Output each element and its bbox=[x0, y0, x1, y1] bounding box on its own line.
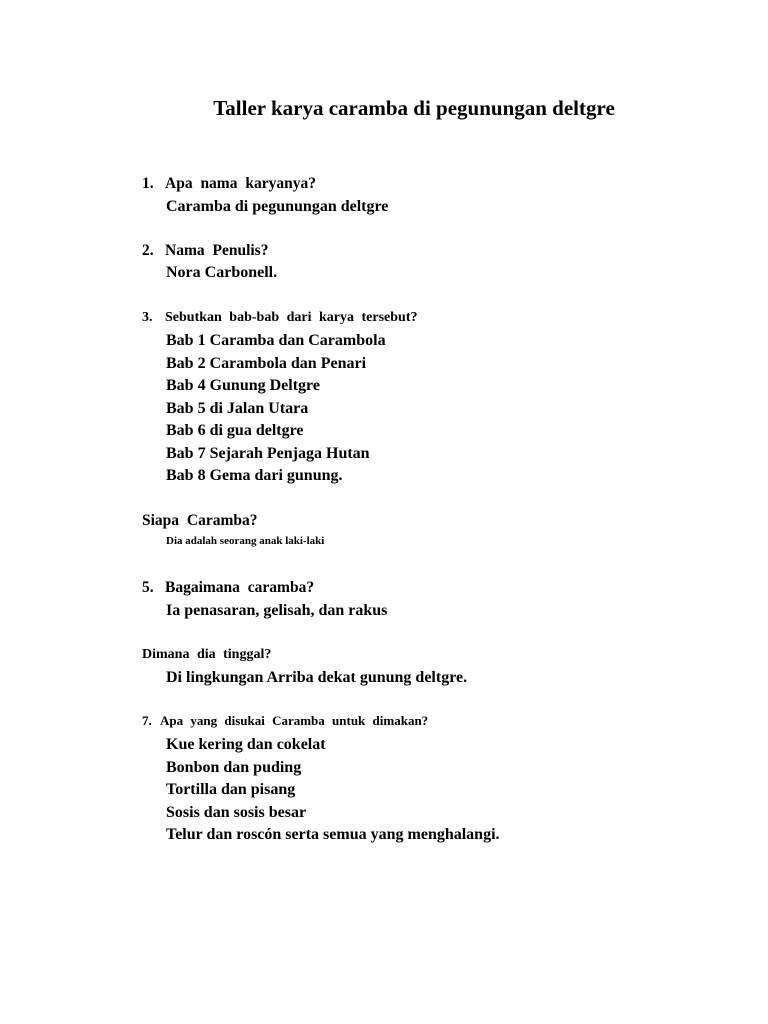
answer-7-item: Tortilla dan pisang bbox=[166, 781, 296, 798]
answer-7-item: Bonbon dan puding bbox=[166, 759, 302, 776]
answer-3-item: Bab 1 Caramba dan Carambola bbox=[166, 332, 386, 349]
answer-7-item: Kue kering dan cokelat bbox=[166, 736, 326, 753]
answer-2: Nora Carbonell. bbox=[166, 264, 278, 281]
answer-3-item: Bab 5 di Jalan Utara bbox=[166, 400, 309, 417]
question-2 bbox=[142, 242, 268, 260]
question-3 bbox=[142, 310, 418, 326]
answer-3-item: Bab 2 Carambola dan Penari bbox=[166, 355, 367, 372]
question-text: Nama Penulis? bbox=[165, 242, 269, 259]
answer-7-item: Sosis dan sosis besar bbox=[166, 804, 307, 821]
document-title: Taller karya caramba di pegunungan deltgre bbox=[213, 96, 615, 120]
question-7 bbox=[142, 713, 428, 729]
answer-1: Caramba di pegunungan deltgre bbox=[166, 198, 389, 215]
question-number: 5. bbox=[142, 579, 154, 596]
question-dimana: Dimana dia tinggal? bbox=[142, 647, 272, 662]
answer-3-item: Bab 6 di gua deltgre bbox=[166, 422, 304, 439]
answer-dimana: Di lingkungan Arriba dekat gunung deltgre. bbox=[166, 669, 468, 686]
answer-3-item: Bab 4 Gunung Deltgre bbox=[166, 377, 320, 394]
question-text: Sebutkan bab-bab dari karya tersebut? bbox=[165, 310, 418, 325]
answer-7-item: Telur dan roscón serta semua yang menghalangi. bbox=[166, 826, 500, 843]
answer-3-item: Bab 7 Sejarah Penjaga Hutan bbox=[166, 445, 370, 462]
question-number: 7. bbox=[142, 713, 152, 728]
answer-5: Ia penasaran, gelisah, dan rakus bbox=[166, 602, 388, 619]
question-5 bbox=[142, 579, 314, 597]
answer-3-item: Bab 8 Gema dari gunung. bbox=[166, 467, 343, 484]
question-text: Apa nama karyanya? bbox=[165, 175, 316, 192]
question-siapa: Siapa Caramba? bbox=[142, 512, 258, 529]
answer-siapa: Dia adalah seorang anak laki-laki bbox=[166, 535, 325, 547]
question-number: 1. bbox=[142, 175, 154, 192]
question-text: Bagaimana caramba? bbox=[165, 579, 315, 596]
question-number: 2. bbox=[142, 242, 154, 259]
question-1 bbox=[142, 175, 316, 193]
question-number: 3. bbox=[142, 310, 153, 325]
question-text: Apa yang disukai Caramba untuk dimakan? bbox=[160, 713, 429, 728]
